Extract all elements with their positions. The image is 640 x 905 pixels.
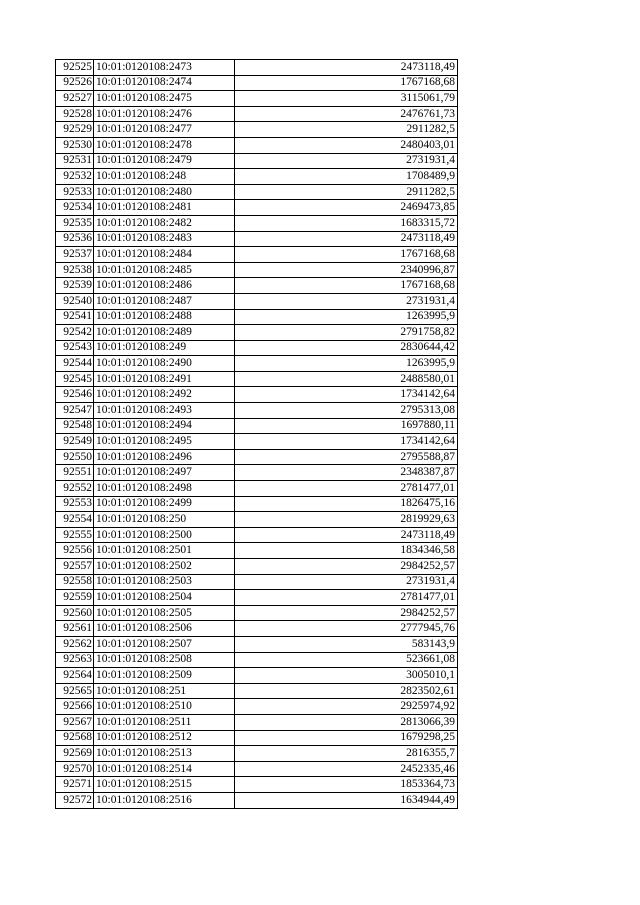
value-cell: 2473118,49: [235, 60, 458, 76]
row-id-cell: 92568: [56, 730, 94, 746]
cadastral-number-cell: 10:01:0120108:2481: [94, 200, 235, 216]
value-cell: 583143,9: [235, 636, 458, 652]
row-id-cell: 92541: [56, 309, 94, 325]
table-row: [56, 247, 458, 263]
value-cell: 1834346,58: [235, 543, 458, 559]
table-row: [56, 434, 458, 450]
value-cell: 1683315,72: [235, 215, 458, 231]
value-cell: 2791758,82: [235, 325, 458, 341]
table-row: [56, 106, 458, 122]
value-cell: 1679298,25: [235, 730, 458, 746]
cadastral-number-cell: 10:01:0120108:2500: [94, 527, 235, 543]
table-row: [56, 60, 458, 76]
value-cell: 2469473,85: [235, 200, 458, 216]
row-id-cell: 92543: [56, 340, 94, 356]
table-row: [56, 792, 458, 808]
table-row: [56, 325, 458, 341]
value-cell: 1634944,49: [235, 792, 458, 808]
table-row: [56, 543, 458, 559]
value-cell: 2731931,4: [235, 574, 458, 590]
cadastral-number-cell: 10:01:0120108:2503: [94, 574, 235, 590]
row-id-cell: 92561: [56, 621, 94, 637]
value-cell: 1263995,9: [235, 309, 458, 325]
value-cell: 2795588,87: [235, 449, 458, 465]
row-id-cell: 92564: [56, 668, 94, 684]
value-cell: 1697880,11: [235, 418, 458, 434]
cadastral-number-cell: 10:01:0120108:2504: [94, 590, 235, 606]
cadastral-number-cell: 10:01:0120108:2487: [94, 293, 235, 309]
value-cell: 1263995,9: [235, 356, 458, 372]
value-cell: 2911282,5: [235, 122, 458, 138]
cadastral-number-cell: 10:01:0120108:2514: [94, 761, 235, 777]
table-row: [56, 605, 458, 621]
value-cell: 2925974,92: [235, 699, 458, 715]
row-id-cell: 92545: [56, 371, 94, 387]
table-row: [56, 153, 458, 169]
row-id-cell: 92546: [56, 387, 94, 403]
value-cell: 1767168,68: [235, 247, 458, 263]
row-id-cell: 92529: [56, 122, 94, 138]
value-cell: 2488580,01: [235, 371, 458, 387]
table-row: [56, 340, 458, 356]
table-row: [56, 559, 458, 575]
value-cell: 1734142,64: [235, 387, 458, 403]
value-cell: 1767168,68: [235, 278, 458, 294]
value-cell: 2795313,08: [235, 403, 458, 419]
cadastral-number-cell: 10:01:0120108:2491: [94, 371, 235, 387]
value-cell: 1767168,68: [235, 75, 458, 91]
table-row: [56, 403, 458, 419]
value-cell: 2830644,42: [235, 340, 458, 356]
table-row: [56, 200, 458, 216]
cadastral-number-cell: 10:01:0120108:2495: [94, 434, 235, 450]
value-cell: 3005010,1: [235, 668, 458, 684]
table-row: [56, 91, 458, 107]
value-cell: 523661,08: [235, 652, 458, 668]
value-cell: 2473118,49: [235, 527, 458, 543]
cadastral-number-cell: 10:01:0120108:2476: [94, 106, 235, 122]
row-id-cell: 92572: [56, 792, 94, 808]
cadastral-number-cell: 10:01:0120108:2497: [94, 465, 235, 481]
table-row: [56, 418, 458, 434]
table-row: [56, 278, 458, 294]
value-cell: 1708489,9: [235, 169, 458, 185]
row-id-cell: 92566: [56, 699, 94, 715]
value-cell: 2781477,01: [235, 481, 458, 497]
cadastral-number-cell: 10:01:0120108:2507: [94, 636, 235, 652]
value-cell: 2823502,61: [235, 683, 458, 699]
value-cell: 1734142,64: [235, 434, 458, 450]
row-id-cell: 92532: [56, 169, 94, 185]
cadastral-number-cell: 10:01:0120108:2480: [94, 184, 235, 200]
cadastral-number-cell: 10:01:0120108:250: [94, 512, 235, 528]
row-id-cell: 92537: [56, 247, 94, 263]
cadastral-number-cell: 10:01:0120108:2498: [94, 481, 235, 497]
cadastral-number-cell: 10:01:0120108:2475: [94, 91, 235, 107]
row-id-cell: 92552: [56, 481, 94, 497]
cadastral-number-cell: 10:01:0120108:2474: [94, 75, 235, 91]
cadastral-number-cell: 10:01:0120108:2482: [94, 215, 235, 231]
cadastral-number-cell: 10:01:0120108:2508: [94, 652, 235, 668]
value-cell: 2816355,7: [235, 746, 458, 762]
cadastral-number-cell: 10:01:0120108:2493: [94, 403, 235, 419]
table-row: [56, 169, 458, 185]
cadastral-number-cell: 10:01:0120108:2485: [94, 262, 235, 278]
cadastral-number-cell: 10:01:0120108:2510: [94, 699, 235, 715]
table-row: [56, 184, 458, 200]
row-id-cell: 92542: [56, 325, 94, 341]
value-cell: 2777945,76: [235, 621, 458, 637]
table-row: [56, 621, 458, 637]
table-row: [56, 714, 458, 730]
table-row: [56, 137, 458, 153]
value-cell: 2452335,46: [235, 761, 458, 777]
row-id-cell: 92531: [56, 153, 94, 169]
row-id-cell: 92557: [56, 559, 94, 575]
cadastral-number-cell: 10:01:0120108:2509: [94, 668, 235, 684]
cadastral-number-cell: 10:01:0120108:2499: [94, 496, 235, 512]
cadastral-number-cell: 10:01:0120108:2478: [94, 137, 235, 153]
value-cell: 3115061,79: [235, 91, 458, 107]
row-id-cell: 92533: [56, 184, 94, 200]
table-row: [56, 262, 458, 278]
table-row: [56, 356, 458, 372]
cadastral-number-cell: 10:01:0120108:2502: [94, 559, 235, 575]
data-table: [55, 59, 458, 809]
table-row: [56, 75, 458, 91]
table-row: [56, 652, 458, 668]
row-id-cell: 92560: [56, 605, 94, 621]
row-id-cell: 92530: [56, 137, 94, 153]
row-id-cell: 92539: [56, 278, 94, 294]
cadastral-number-cell: 10:01:0120108:2501: [94, 543, 235, 559]
table-row: [56, 730, 458, 746]
cadastral-number-cell: 10:01:0120108:251: [94, 683, 235, 699]
row-id-cell: 92565: [56, 683, 94, 699]
cadastral-number-cell: 10:01:0120108:2483: [94, 231, 235, 247]
cadastral-number-cell: 10:01:0120108:2490: [94, 356, 235, 372]
row-id-cell: 92538: [56, 262, 94, 278]
row-id-cell: 92534: [56, 200, 94, 216]
row-id-cell: 92554: [56, 512, 94, 528]
row-id-cell: 92549: [56, 434, 94, 450]
row-id-cell: 92526: [56, 75, 94, 91]
cadastral-number-cell: 10:01:0120108:2512: [94, 730, 235, 746]
table-row: [56, 465, 458, 481]
row-id-cell: 92525: [56, 60, 94, 76]
cadastral-number-cell: 10:01:0120108:2515: [94, 777, 235, 793]
row-id-cell: 92562: [56, 636, 94, 652]
value-cell: 2813066,39: [235, 714, 458, 730]
table-row: [56, 496, 458, 512]
row-id-cell: 92527: [56, 91, 94, 107]
value-cell: 2480403,01: [235, 137, 458, 153]
table-row: [56, 761, 458, 777]
table-row: [56, 746, 458, 762]
table-row: [56, 777, 458, 793]
value-cell: 2340996,87: [235, 262, 458, 278]
table-row: [56, 699, 458, 715]
value-cell: 2731931,4: [235, 293, 458, 309]
cadastral-number-cell: 10:01:0120108:2488: [94, 309, 235, 325]
row-id-cell: 92569: [56, 746, 94, 762]
table-row: [56, 683, 458, 699]
row-id-cell: 92567: [56, 714, 94, 730]
cadastral-number-cell: 10:01:0120108:2506: [94, 621, 235, 637]
cadastral-number-cell: 10:01:0120108:2486: [94, 278, 235, 294]
row-id-cell: 92558: [56, 574, 94, 590]
row-id-cell: 92563: [56, 652, 94, 668]
row-id-cell: 92551: [56, 465, 94, 481]
row-id-cell: 92571: [56, 777, 94, 793]
table-row: [56, 590, 458, 606]
row-id-cell: 92555: [56, 527, 94, 543]
row-id-cell: 92556: [56, 543, 94, 559]
cadastral-number-cell: 10:01:0120108:2494: [94, 418, 235, 434]
row-id-cell: 92548: [56, 418, 94, 434]
cadastral-number-cell: 10:01:0120108:2511: [94, 714, 235, 730]
cadastral-number-cell: 10:01:0120108:2484: [94, 247, 235, 263]
table-body: [56, 60, 458, 809]
value-cell: 2476761,73: [235, 106, 458, 122]
table-row: [56, 371, 458, 387]
cadastral-number-cell: 10:01:0120108:2477: [94, 122, 235, 138]
table-row: [56, 309, 458, 325]
table-row: [56, 449, 458, 465]
value-cell: 2819929,63: [235, 512, 458, 528]
cadastral-number-cell: 10:01:0120108:2479: [94, 153, 235, 169]
row-id-cell: 92540: [56, 293, 94, 309]
cadastral-number-cell: 10:01:0120108:2473: [94, 60, 235, 76]
row-id-cell: 92547: [56, 403, 94, 419]
row-id-cell: 92570: [56, 761, 94, 777]
table-row: [56, 215, 458, 231]
row-id-cell: 92528: [56, 106, 94, 122]
value-cell: 2984252,57: [235, 605, 458, 621]
row-id-cell: 92559: [56, 590, 94, 606]
table-row: [56, 668, 458, 684]
table-row: [56, 636, 458, 652]
table-row: [56, 387, 458, 403]
cadastral-number-cell: 10:01:0120108:2492: [94, 387, 235, 403]
row-id-cell: 92550: [56, 449, 94, 465]
value-cell: 2348387,87: [235, 465, 458, 481]
value-cell: 2473118,49: [235, 231, 458, 247]
cadastral-number-cell: 10:01:0120108:2496: [94, 449, 235, 465]
row-id-cell: 92536: [56, 231, 94, 247]
row-id-cell: 92553: [56, 496, 94, 512]
row-id-cell: 92544: [56, 356, 94, 372]
table-row: [56, 574, 458, 590]
table-row: [56, 527, 458, 543]
value-cell: 2781477,01: [235, 590, 458, 606]
table-row: [56, 122, 458, 138]
cadastral-number-cell: 10:01:0120108:2505: [94, 605, 235, 621]
value-cell: 2911282,5: [235, 184, 458, 200]
value-cell: 2731931,4: [235, 153, 458, 169]
table-row: [56, 481, 458, 497]
cadastral-number-cell: 10:01:0120108:2489: [94, 325, 235, 341]
row-id-cell: 92535: [56, 215, 94, 231]
value-cell: 1826475,16: [235, 496, 458, 512]
value-cell: 1853364,73: [235, 777, 458, 793]
table-row: [56, 293, 458, 309]
cadastral-number-cell: 10:01:0120108:249: [94, 340, 235, 356]
table-row: [56, 512, 458, 528]
value-cell: 2984252,57: [235, 559, 458, 575]
cadastral-number-cell: 10:01:0120108:2513: [94, 746, 235, 762]
table-row: [56, 231, 458, 247]
cadastral-number-cell: 10:01:0120108:2516: [94, 792, 235, 808]
cadastral-number-cell: 10:01:0120108:248: [94, 169, 235, 185]
